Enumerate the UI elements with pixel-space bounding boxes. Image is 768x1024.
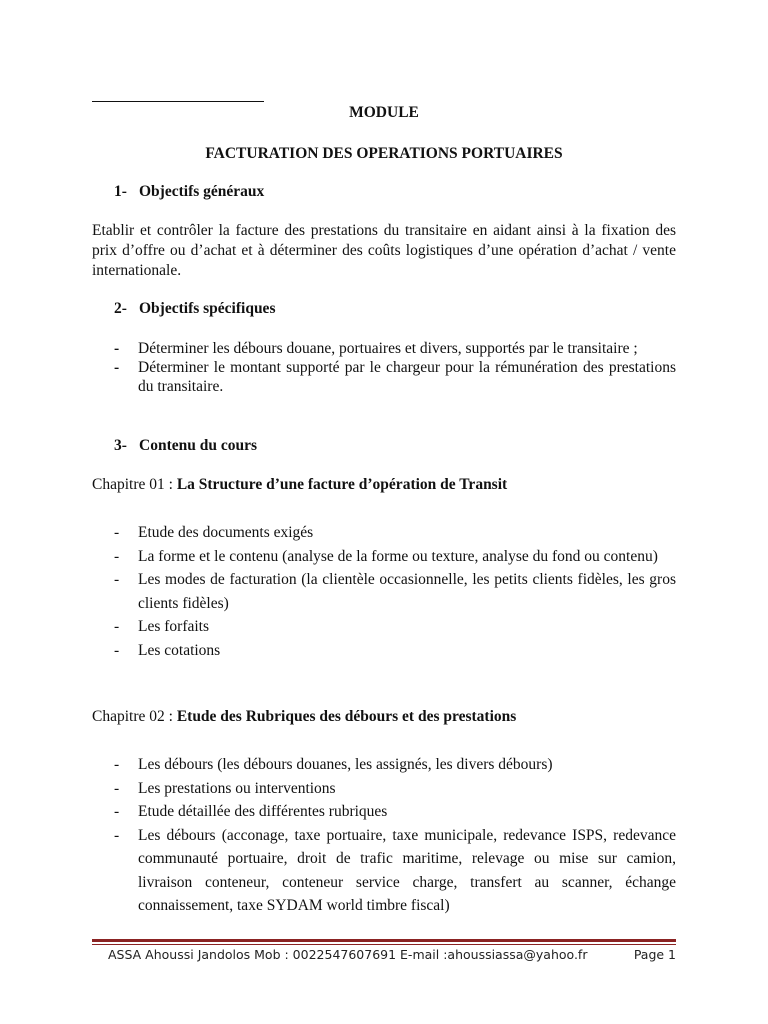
list-item-text: Les cotations <box>138 641 221 659</box>
section-3-heading <box>114 437 257 455</box>
list-item: - Déterminer les débours douane, portuaires et divers, supportés par le transitaire ; <box>114 340 638 357</box>
list-item: - Les forfaits <box>114 618 210 635</box>
list-item-text: Les modes de facturation (la clientèle occasionnelle, les petits clients fidèles, les gros clients fidèles) <box>138 571 676 612</box>
list-item: - Les modes de facturation (la clientèle occasionnelle, les petits clients fidèles, les gros clients fidèles) <box>114 571 676 612</box>
page-number: Page 1 <box>633 947 676 962</box>
list-item-text: La forme et le contenu (analyse de la forme ou texture, analyse du fond ou contenu) <box>138 547 658 565</box>
footer-rule-thick <box>92 939 676 942</box>
list-item: - Etude des documents exigés <box>114 524 314 541</box>
list-item-text: Les débours (acconage, taxe portuaire, taxe municipale, redevance ISPS, redevance communauté portuaire, droit de trafic maritime, relevage ou mise sur camion, livraison conteneur, conteneur service charge, transfert au scanner, échange connaissement, taxe SYDAM world timbre fiscal) <box>138 826 676 914</box>
list-item-text: Etude détaillée des différentes rubriques <box>138 803 388 820</box>
chapter-1-prefix: Chapitre 01 : <box>92 476 177 493</box>
section-1-heading <box>114 183 264 201</box>
list-item-text: Déterminer les débours douane, portuaires et divers, supportés par le transitaire ; <box>138 340 638 357</box>
document-title: FACTURATION DES OPERATIONS PORTUAIRES <box>205 145 563 162</box>
chapter-2-title: Etude des Rubriques des débours et des prestations <box>176 708 517 725</box>
footer-rule-thin <box>92 944 676 945</box>
section-3-title: Contenu du cours <box>139 437 257 454</box>
chapter-1-heading <box>92 476 676 494</box>
section-1-paragraph: Etablir et contrôler la facture des prestations du transitaire en aidant ainsi à la fixation des prix d’offre ou d’achat et à déterminer des coûts logistiques d’une opération d’achat / vente internationale. <box>92 222 676 279</box>
section-2-number: 2- <box>114 300 127 317</box>
objectives-list <box>92 339 676 396</box>
list-item-text: Les forfaits <box>138 618 210 635</box>
list-item-text: Les débours (les débours douanes, les assignés, les divers débours) <box>138 756 553 773</box>
list-item: - Les prestations ou interventions <box>114 779 336 797</box>
list-item: - Les cotations <box>114 641 221 659</box>
list-item: - La forme et le contenu (analyse de la forme ou texture, analyse du fond ou contenu) <box>114 547 658 565</box>
list-item: - Etude détaillée des différentes rubriques <box>114 803 388 820</box>
list-item: - Les débours (acconage, taxe portuaire, taxe municipale, redevance ISPS, redevance communauté portuaire, droit de trafic maritime, relevage ou mise sur camion, livraison conteneur, conteneur service charge, transfert au scanner, échange connaissement, taxe SYDAM world timbre fiscal) <box>114 826 676 914</box>
list-item: - Les débours (les débours douanes, les assignés, les divers débours) <box>114 756 553 773</box>
section-2-heading <box>114 300 275 318</box>
list-item: - Déterminer le montant supporté par le chargeur pour la rémunération des prestations du transitaire. <box>114 359 676 395</box>
list-item-text: Les prestations ou interventions <box>138 779 336 797</box>
chapter-2-prefix: Chapitre 02 : <box>92 708 177 725</box>
section-3-number: 3- <box>114 437 127 454</box>
module-label: MODULE <box>349 104 419 121</box>
chapter-2-heading <box>92 708 676 726</box>
list-item-text: Etude des documents exigés <box>138 524 314 541</box>
header-rule <box>92 101 264 102</box>
section-1-title: Objectifs généraux <box>139 183 265 200</box>
list-item-text: Déterminer le montant supporté par le chargeur pour la rémunération des prestations du transitaire. <box>138 359 676 395</box>
section-1-number: 1- <box>114 183 127 200</box>
section-2-title: Objectifs spécifiques <box>139 300 276 317</box>
chapter-1-list <box>92 521 676 662</box>
chapter-2-list <box>92 753 676 918</box>
footer-author: ASSA Ahoussi Jandolos Mob : 0022547607691 E-mail :ahoussiassa@yahoo.fr <box>108 947 588 962</box>
chapter-1-title: La Structure d’une facture d’opération de Transit <box>176 476 508 493</box>
